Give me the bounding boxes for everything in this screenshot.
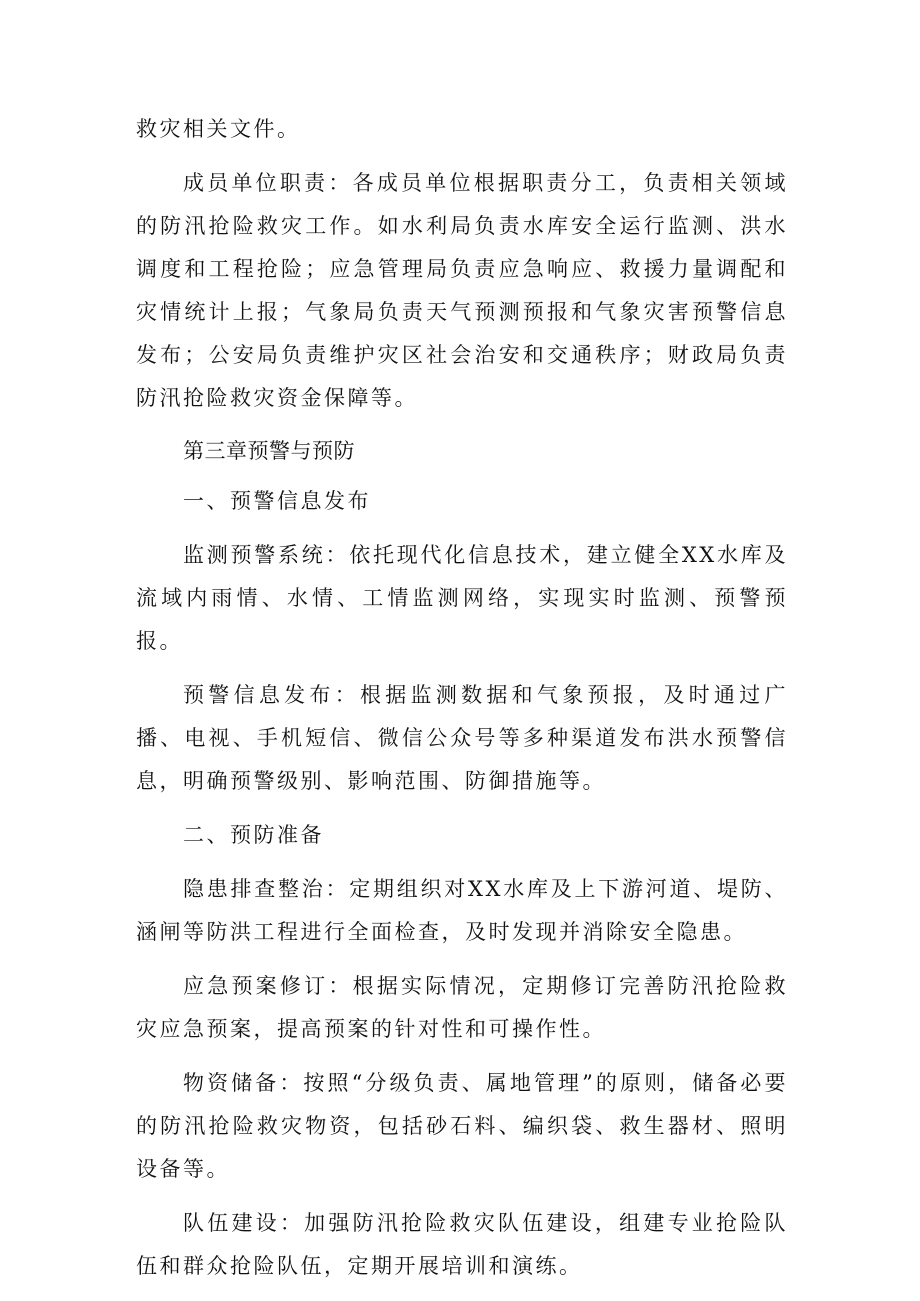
- paragraph-material-reserve: 物资储备：按照“分级负责、属地管理”的原则，储备必要的防汛抢险救灾物资，包括砂石料、编织袋、救生器材、照明设备等。: [136, 1071, 788, 1181]
- section-title-prevention: 二、预防准备: [183, 823, 324, 847]
- section-title-warning-release: 一、预警信息发布: [183, 489, 371, 513]
- paragraph-team-building: 队伍建设：加强防汛抢险救灾队伍建设，组建专业抢险队伍和群众抢险队伍，定期开展培训和演练。: [136, 1211, 788, 1278]
- paragraph-plan-revision: 应急预案修订：根据实际情况，定期修订完善防汛抢险救灾应急预案，提高预案的针对性和可操作性。: [136, 974, 788, 1041]
- paragraph-hazard-inspection: 隐患排查整治：定期组织对XX水库及上下游河道、堤防、涵闸等防洪工程进行全面检查，及时发现并消除安全隐患。: [136, 877, 788, 944]
- document-body: [136, 108, 788, 1299]
- paragraph-member-duties: 成员单位职责：各成员单位根据职责分工，负责相关领域的防汛抢险救灾工作。如水利局负责水库安全运行监测、洪水调度和工程抢险；应急管理局负责应急响应、救援力量调配和灾情统计上报；气象局负责天气预测预报和气象灾害预警信息发布；公安局负责维护灾区社会治安和交通秩序；财政局负责防汛抢险救灾资金保障等。: [136, 171, 788, 410]
- paragraph-disaster-files: 救灾相关文件。: [136, 117, 301, 141]
- chapter-title: 第三章预警与预防: [183, 439, 355, 463]
- paragraph-monitoring-system: 监测预警系统：依托现代化信息技术，建立健全XX水库及流域内雨情、水情、工情监测网络，实现实时监测、预警预报。: [136, 543, 788, 653]
- paragraph-warning-release: 预警信息发布：根据监测数据和气象预报，及时通过广播、电视、手机短信、微信公众号等多种渠道发布洪水预警信息，明确预警级别、影响范围、防御措施等。: [136, 683, 788, 793]
